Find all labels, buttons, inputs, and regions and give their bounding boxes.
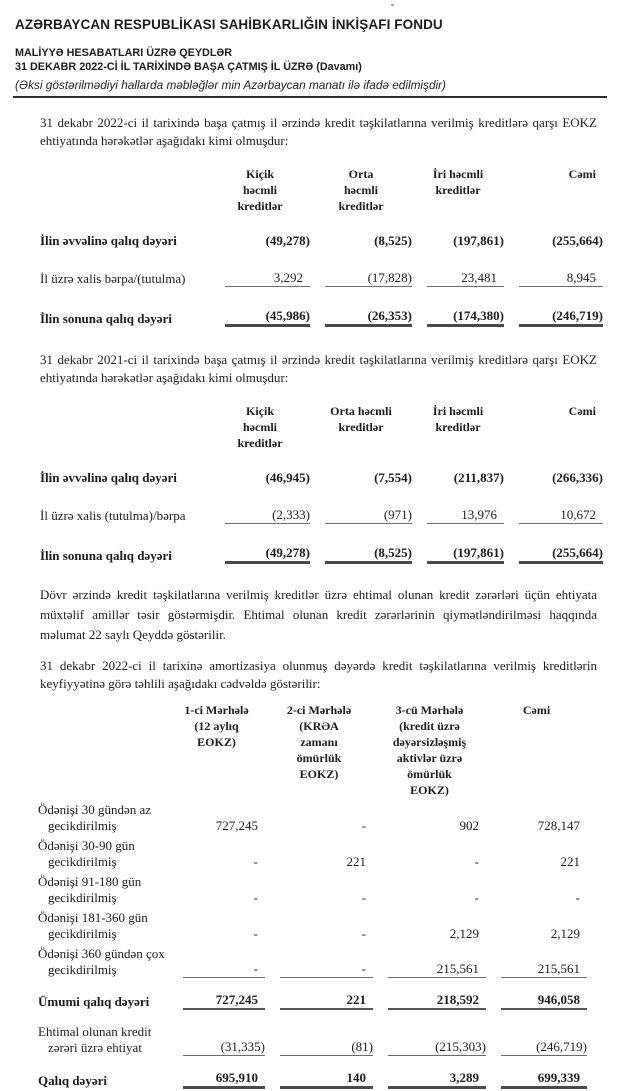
value-cell [486, 872, 587, 908]
cell-underline [388, 890, 486, 906]
ecl-factors-paragraph: Dövr ərzində kredit təşkilatlarına verilmiş kreditlər üzrə ehtimal olunan kredit zərərləri üçün ehtiyata müxtəlif amillər təsir göstərmişdir. Ehtimal olunan kredit zərərlərinin qiymətləndirilməsi haqqında məlumat 22 saylı Qeyddə göstərilir. [40, 587, 597, 642]
cell-value: (266,336) [552, 470, 603, 485]
table-row [38, 944, 587, 980]
cell-underline [183, 1039, 265, 1056]
table-body [38, 800, 587, 1091]
cell-value: (26,353) [367, 308, 412, 323]
cell-underline [325, 233, 412, 249]
cell-underline [427, 308, 504, 327]
row-label: Ödənişi 91-180 gün gecikdirilmiş [38, 874, 142, 905]
row-label: Qalıq dəyəri [38, 1073, 107, 1088]
value-cell [210, 490, 310, 528]
cell-underline [427, 507, 504, 524]
header-rule [13, 96, 607, 98]
cell-underline [388, 992, 486, 1010]
cell-value: 2,129 [550, 926, 580, 941]
cell-value: (197,861) [453, 233, 504, 248]
header-row [40, 166, 603, 216]
column-header: Kiçik həcmli kreditlər [237, 167, 283, 213]
cell-value: (7,554) [374, 470, 412, 485]
cell-value: 215,561 [436, 961, 479, 976]
value-cell [412, 490, 504, 528]
intro-paragraph-2021: 31 dekabr 2021-ci il tarixində başa çatmış il ərzində kredit təşkilatlarına verilmiş kreditlərə qarşı EOKZ ehtiyatında hərəkətlər aşağıdakı kimi olmuşdur: [40, 352, 597, 385]
value-cell [486, 908, 587, 944]
table-row [40, 453, 603, 490]
value-cell [265, 872, 373, 908]
value-cell [504, 291, 603, 331]
value-cell [210, 291, 310, 331]
eokz-movements-2021-table [40, 403, 603, 568]
cell-underline [225, 470, 310, 486]
value-cell [486, 836, 587, 872]
report-heading [15, 46, 607, 74]
row-label: Ödənişi 360 gündən çox gecikdirilmiş [38, 946, 165, 977]
cell-value: 8,945 [566, 270, 596, 285]
cell-underline [325, 545, 412, 564]
cell-underline [280, 961, 373, 978]
cell-underline [183, 818, 265, 834]
cell-value: 3,292 [273, 270, 303, 285]
value-cell [504, 453, 603, 490]
cell-underline [225, 308, 310, 327]
column-header: Cəmi [568, 404, 596, 418]
cell-value: - [361, 961, 366, 976]
cell-underline [519, 545, 603, 564]
value-cell [504, 490, 603, 528]
value-cell [168, 1058, 265, 1091]
cell-value: 218,592 [436, 992, 479, 1007]
cell-value: - [361, 926, 366, 941]
value-cell [210, 216, 310, 253]
intro-paragraph-2022: 31 dekabr 2022-ci il tarixində başa çatmış il ərzində kredit təşkilatlarına verilmiş kreditlərə qarşı EOKZ ehtiyatında hərəkətlər aşağıdakı kimi olmuşdur: [40, 115, 597, 148]
value-cell [412, 291, 504, 331]
value-cell [486, 980, 587, 1012]
row-label: Ümumi qalıq dəyəri [38, 994, 150, 1009]
document-title: AZƏRBAYCAN RESPUBLİKASI SAHİBKARLIĞIN İNKİŞAFI FONDU [15, 17, 443, 32]
cell-underline [501, 992, 587, 1010]
cell-value: - [253, 926, 258, 941]
column-header: Orta həcmli kreditlər [330, 404, 392, 434]
cell-value: (45,986) [265, 308, 310, 323]
column-header: 3-cü Mərhələ (kredit üzrə dəyərsizləşmiş aktivlər üzrə ömürlük EOKZ) [392, 703, 467, 797]
value-cell [486, 800, 587, 836]
cell-underline [280, 926, 373, 942]
value-cell [486, 944, 587, 980]
cell-underline [280, 992, 373, 1010]
value-cell [265, 980, 373, 1012]
value-cell [412, 528, 504, 568]
value-cell [265, 1058, 373, 1091]
cell-value: 699,339 [537, 1070, 580, 1085]
table-row [40, 490, 603, 528]
value-cell [373, 872, 486, 908]
value-cell [265, 800, 373, 836]
value-cell [373, 1012, 486, 1058]
cell-value: 10,672 [560, 507, 596, 522]
cell-underline [388, 1070, 486, 1089]
value-cell [210, 528, 310, 568]
cell-value: - [474, 890, 479, 905]
cell-underline [519, 470, 603, 486]
cell-underline [501, 961, 587, 978]
document-header [13, 0, 607, 98]
cell-value: 140 [346, 1070, 366, 1085]
row-label: İl üzrə xalis (tutulma)/bərpa [40, 508, 186, 523]
report-period-heading: 31 DEKABR 2022-Cİ İL TARİXİNDƏ BAŞA ÇATMIŞ İL ÜZRƏ (Davamı) [15, 61, 362, 73]
value-cell [373, 980, 486, 1012]
cell-value: 221 [560, 854, 580, 869]
cell-underline [280, 1070, 373, 1089]
value-cell [265, 836, 373, 872]
cell-value: 946,058 [537, 992, 580, 1007]
cell-value: 221 [346, 854, 366, 869]
table-row [38, 800, 587, 836]
cell-value: (215,303) [435, 1039, 486, 1054]
cell-underline [388, 854, 486, 870]
cell-value: - [361, 818, 366, 833]
table-body [40, 453, 603, 568]
cell-underline [427, 233, 504, 249]
row-label: İlin əvvəlinə qalıq dəyəri [40, 470, 177, 485]
report-notes-heading: MALİYYƏ HESABATLARI ÜZRƏ QEYDLƏR [15, 47, 233, 59]
value-cell [504, 528, 603, 568]
table-head [40, 166, 603, 216]
cell-underline [388, 926, 486, 942]
cell-underline [225, 507, 310, 524]
cell-value: 2,129 [449, 926, 479, 941]
value-cell [310, 453, 412, 490]
value-cell [168, 836, 265, 872]
cell-underline [427, 470, 504, 486]
eokz-movements-2022-table [40, 166, 603, 331]
cell-value: - [575, 890, 580, 905]
cell-value: (46,945) [265, 470, 310, 485]
cell-underline [427, 545, 504, 564]
value-cell [412, 253, 504, 291]
cell-value: 727,245 [215, 818, 258, 833]
row-label: Ödənişi 30-90 gün gecikdirilmiş [38, 838, 135, 869]
cell-underline [325, 270, 412, 287]
value-cell [412, 453, 504, 490]
value-cell [168, 908, 265, 944]
cell-value: 727,245 [215, 992, 258, 1007]
corner-cell [38, 702, 168, 800]
column-header: Cəmi [522, 703, 551, 717]
column-header: İri həcmli kreditlər [432, 404, 484, 434]
value-cell [412, 216, 504, 253]
cell-value: (31,335) [220, 1039, 265, 1054]
cell-value: (246,719) [536, 1039, 587, 1054]
cell-value: (197,861) [453, 545, 504, 560]
cell-underline [501, 854, 587, 870]
cell-underline [501, 1070, 587, 1089]
header-row [40, 403, 603, 453]
value-cell [310, 490, 412, 528]
cell-value: 3,289 [449, 1070, 479, 1085]
cell-value: 728,147 [537, 818, 580, 833]
cell-value: (17,828) [367, 270, 412, 285]
cell-underline [388, 1039, 486, 1056]
table-head [40, 403, 603, 453]
cell-underline [183, 926, 265, 942]
corner-cell [40, 166, 210, 216]
cell-underline [501, 890, 587, 906]
cell-underline [325, 308, 412, 327]
cell-value: - [253, 961, 258, 976]
cell-value: (971) [383, 507, 412, 522]
cell-underline [280, 854, 373, 870]
value-cell [373, 836, 486, 872]
value-cell [310, 291, 412, 331]
cell-underline [280, 890, 373, 906]
value-cell [210, 253, 310, 291]
table-row [40, 253, 603, 291]
cell-underline [183, 890, 265, 906]
cell-value: - [253, 854, 258, 869]
value-cell [373, 1058, 486, 1091]
value-cell [168, 872, 265, 908]
credit-quality-stages-table [38, 702, 587, 1091]
cell-value: (49,278) [265, 233, 310, 248]
table-row [38, 836, 587, 872]
table-row [40, 528, 603, 568]
scan-artifact [391, 4, 394, 6]
cell-underline [501, 926, 587, 942]
row-label: İlin əvvəlinə qalıq dəyəri [40, 233, 177, 248]
cell-value: - [474, 854, 479, 869]
value-cell [265, 1012, 373, 1058]
table-row [40, 291, 603, 331]
column-header: Cəmi [568, 167, 596, 181]
value-cell [504, 216, 603, 253]
cell-underline [501, 1039, 587, 1056]
cell-underline [519, 308, 603, 327]
column-header: 2-ci Mərhələ (KRƏA zamanı ömürlük EOKZ) [286, 703, 352, 781]
cell-underline [225, 233, 310, 249]
cell-underline [325, 470, 412, 486]
row-label: Ödənişi 181-360 gün gecikdirilmiş [38, 910, 148, 941]
value-cell [168, 944, 265, 980]
value-cell [310, 216, 412, 253]
table-row [38, 980, 587, 1012]
column-header: İri həcmli kreditlər [432, 167, 484, 197]
credit-quality-stages-section [38, 702, 620, 1091]
cell-value: (81) [351, 1039, 373, 1054]
cell-value: 23,481 [461, 270, 497, 285]
cell-underline [225, 545, 310, 564]
value-cell [373, 944, 486, 980]
value-cell [486, 1058, 587, 1091]
cell-underline [519, 233, 603, 249]
cell-underline [388, 961, 486, 978]
cell-value: 215,561 [537, 961, 580, 976]
cell-underline [427, 270, 504, 287]
row-label: İlin sonuna qalıq dəyəri [40, 548, 172, 563]
cell-underline [225, 270, 310, 287]
cell-underline [183, 992, 265, 1010]
table-body [40, 216, 603, 331]
cell-value: (211,837) [453, 470, 504, 485]
cell-value: 13,976 [461, 507, 497, 522]
quality-analysis-paragraph: 31 dekabr 2022-ci il tarixinə amortizasiya olunmuş dəyərdə kredit təşkilatlarına verilmiş kreditlərin keyfiyyətinə görə təhlili aşağıdakı cədvəldə göstərilir: [40, 658, 597, 691]
currency-note: (Əksi göstərilmədiyi hallarda məbləğlər min Azərbaycan manatı ilə ifadə edilmişdir) [15, 78, 446, 92]
row-label: Ödənişi 30 gündən az gecikdirilmiş [38, 802, 152, 833]
value-cell [486, 1012, 587, 1058]
cell-underline [519, 507, 603, 524]
cell-value: 221 [346, 992, 366, 1007]
cell-value: (255,664) [552, 233, 603, 248]
table-row [38, 908, 587, 944]
cell-value: 902 [459, 818, 479, 833]
value-cell [373, 800, 486, 836]
table-head [38, 702, 587, 800]
cell-value: (8,525) [374, 233, 412, 248]
cell-underline [280, 1039, 373, 1056]
value-cell [168, 980, 265, 1012]
eokz-movements-2021-section [40, 403, 620, 568]
value-cell [168, 1012, 265, 1058]
cell-value: (2,333) [272, 507, 310, 522]
table-row [38, 872, 587, 908]
column-header: Orta həcmli kreditlər [338, 167, 384, 213]
row-label: İl üzrə xalis bərpa/(tutulma) [40, 271, 186, 286]
cell-value: (174,380) [453, 308, 504, 323]
cell-underline [280, 818, 373, 834]
value-cell [310, 253, 412, 291]
column-header: 1-ci Mərhələ (12 aylıq EOKZ) [184, 703, 249, 749]
value-cell [373, 908, 486, 944]
row-label: İlin sonuna qalıq dəyəri [40, 311, 172, 326]
cell-value: (8,525) [374, 545, 412, 560]
cell-value: (246,719) [552, 308, 603, 323]
cell-value: (255,664) [552, 545, 603, 560]
value-cell [265, 944, 373, 980]
eokz-movements-2022-section [40, 166, 620, 331]
column-header: Kiçik həcmli kreditlər [237, 404, 283, 450]
cell-underline [501, 818, 587, 834]
value-cell [265, 908, 373, 944]
cell-underline [183, 961, 265, 978]
cell-value: (49,278) [265, 545, 310, 560]
header-row [38, 702, 587, 800]
cell-underline [519, 270, 603, 287]
value-cell [168, 800, 265, 836]
table-row [38, 1058, 587, 1091]
cell-underline [325, 507, 412, 524]
row-label: Ehtimal olunan kredit zərəri üzrə ehtiyat [38, 1024, 152, 1055]
value-cell [310, 528, 412, 568]
cell-underline [388, 818, 486, 834]
cell-value: - [253, 890, 258, 905]
table-row [40, 216, 603, 253]
value-cell [504, 253, 603, 291]
value-cell [210, 453, 310, 490]
cell-value: 695,910 [215, 1070, 258, 1085]
cell-underline [183, 854, 265, 870]
cell-underline [183, 1070, 265, 1089]
cell-value: - [361, 890, 366, 905]
corner-cell [40, 403, 210, 453]
table-row [38, 1012, 587, 1058]
